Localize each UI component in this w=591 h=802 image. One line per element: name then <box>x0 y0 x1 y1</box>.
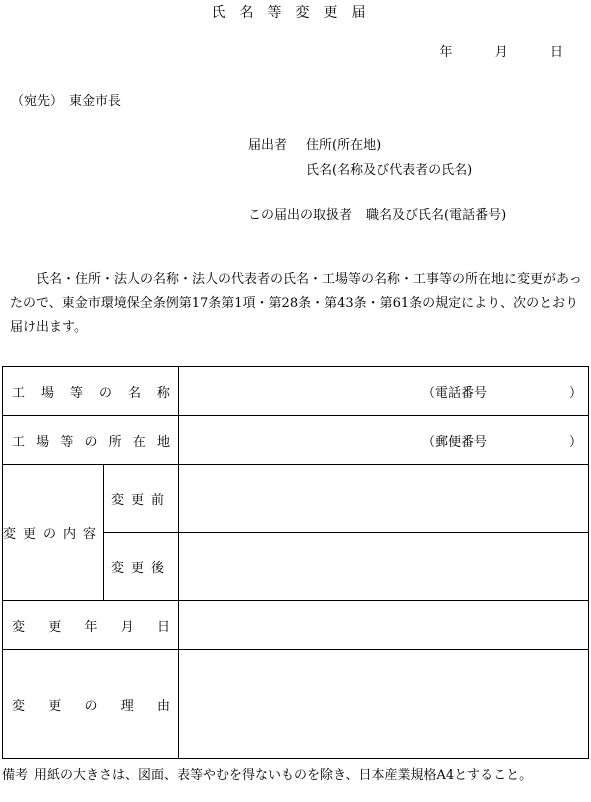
label-char: 場 <box>40 385 54 401</box>
submitter-label: 届出者 <box>248 138 288 153</box>
postal-label: （郵便番号 <box>421 434 487 450</box>
form-title: 氏名等変更届 <box>211 5 380 21</box>
label-char: の <box>84 434 98 450</box>
factory-location-input[interactable] <box>179 416 589 465</box>
change-before-input[interactable] <box>179 465 589 533</box>
label-char: 在 <box>132 434 146 450</box>
label-char: 所 <box>108 434 122 450</box>
label-char: 称 <box>156 385 170 401</box>
statement-paragraph: 氏名・住所・法人の名称・法人の代表者の氏名・工場等の名称・工事等の所在地に変更があったので、東金市環境保全条例第17条第1項・第28条・第43条・第61条の規定により、次のとおり届け出ます。 <box>10 272 582 335</box>
change-date-input[interactable] <box>179 601 589 650</box>
factory-name-input[interactable] <box>179 367 589 416</box>
label-char: 等 <box>69 385 83 401</box>
submitter-name: 氏名(名称及び代表者の氏名) <box>306 163 473 178</box>
postal-close: ） <box>568 434 582 450</box>
label-char: の <box>98 385 112 401</box>
phone-close: ） <box>568 385 582 401</box>
label-char: の <box>84 698 98 714</box>
label-char: 更 <box>48 619 62 635</box>
change-date-row <box>3 601 589 650</box>
factory-name-row <box>3 367 589 416</box>
change-reason-input[interactable] <box>179 650 589 759</box>
factory-location-label <box>3 431 178 450</box>
change-form-table <box>2 366 589 759</box>
footnote-head: 備考 <box>2 768 29 783</box>
footnote-text: 用紙の大きさは、図面、表等やむを得ないものを除き、日本産業規格A4とすること。 <box>34 768 533 783</box>
label-char: 年 <box>84 619 98 635</box>
label-char: 場 <box>36 434 50 450</box>
month-label: 月 <box>494 45 508 60</box>
factory-location-row <box>3 416 589 465</box>
label-char: 名 <box>127 385 141 401</box>
label-char: 日 <box>156 619 170 635</box>
change-reason-row <box>3 650 589 759</box>
year-label: 年 <box>439 45 453 60</box>
addressee-line <box>11 95 121 108</box>
change-after-input[interactable] <box>179 533 589 601</box>
change-reason-label <box>3 695 178 714</box>
label-char: 工 <box>12 385 26 401</box>
label-char: 等 <box>60 434 74 450</box>
factory-location-label-cell <box>3 416 179 465</box>
change-before-row <box>3 465 589 533</box>
footnote <box>2 767 582 785</box>
change-reason-label-cell <box>3 650 179 759</box>
before-label: 変更前 <box>104 465 179 533</box>
change-date-label-cell <box>3 601 179 650</box>
handler-value: 職名及び氏名(電話番号) <box>366 208 507 223</box>
handler-line <box>248 209 506 222</box>
addressee-name: 東金市長 <box>69 94 122 109</box>
date-line <box>439 46 563 59</box>
label-char: 地 <box>156 434 170 450</box>
label-char: 理 <box>120 698 134 714</box>
label-char: 由 <box>156 698 170 714</box>
label-char: 月 <box>120 619 134 635</box>
day-label: 日 <box>549 45 563 60</box>
label-char: 更 <box>48 698 62 714</box>
label-char: 変 <box>12 698 26 714</box>
factory-name-label <box>3 382 178 401</box>
label-char: 変 <box>12 619 26 635</box>
label-char: 工 <box>12 434 26 450</box>
phone-label: （電話番号 <box>421 385 487 401</box>
submitter-address: 住所(所在地) <box>306 138 382 153</box>
change-date-label <box>3 616 178 635</box>
change-content-label: 変更の内容 <box>3 465 104 601</box>
factory-name-label-cell <box>3 367 179 416</box>
after-label: 変更後 <box>104 533 179 601</box>
handler-label: この届出の取扱者 <box>248 208 353 223</box>
addressee-prefix: （宛先） <box>11 94 64 109</box>
